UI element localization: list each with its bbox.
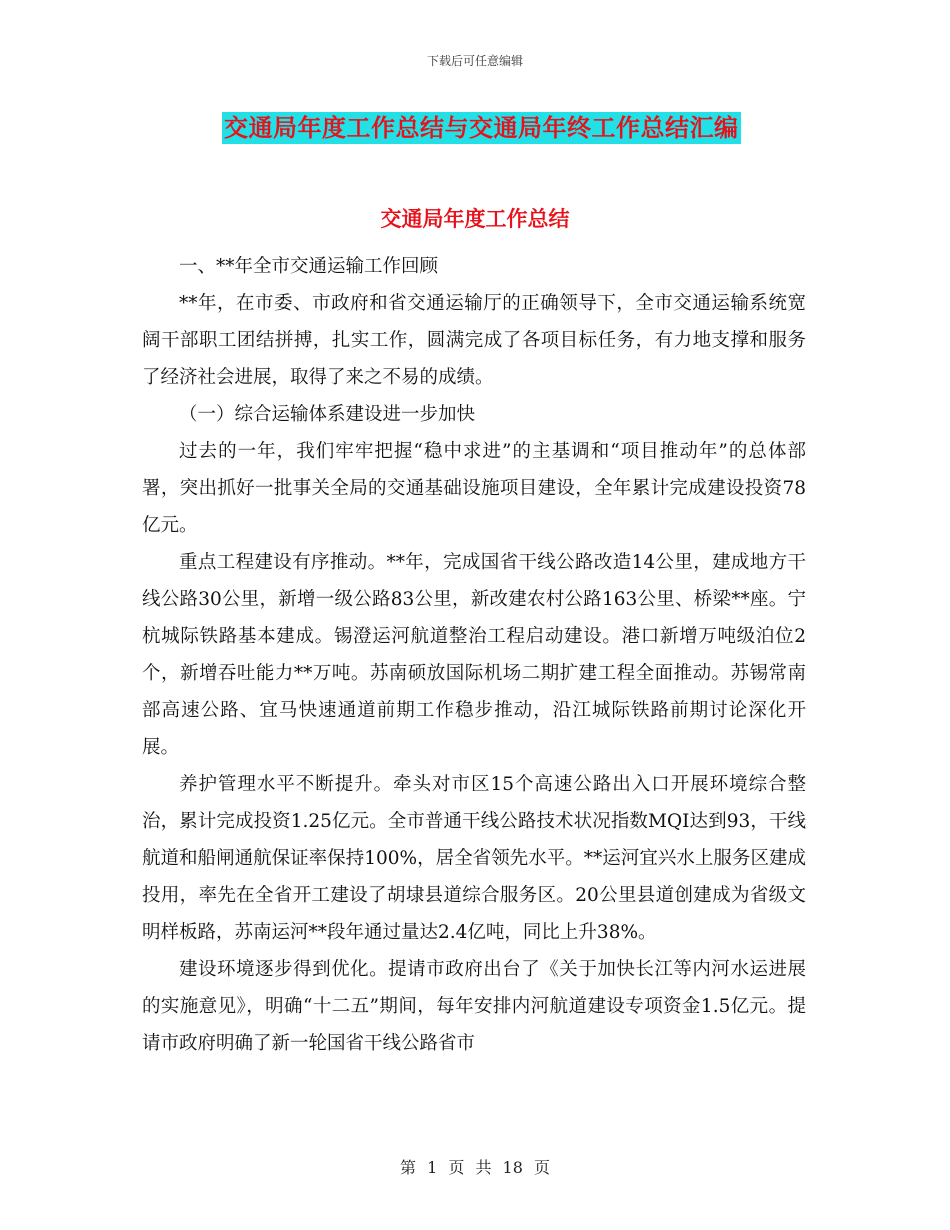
main-title: 交通局年度工作总结与交通局年终工作总结汇编 (224, 113, 739, 142)
paragraph: 重点工程建设有序推动。**年，完成国省干线公路改造14公里，建成地方干线公路30公里，新增一级公路83公里，新改建农村公路163公里、桥梁**座。宁杭城际铁路基本建成。锡澄运河航道整治工程启动建设。港口新增万吨级泊位2个，新增吞吐能力**万吨。苏南硕放国际机场二期扩建工程全面推动。苏锡常南部高速公路、宜马快速通道前期工作稳步推动，沿江城际铁路前期讨论深化开展。 (142, 552, 806, 758)
header-note: 下载后可任意编辑 (426, 54, 523, 68)
page-footer: 第 1 页 共 18 页 (400, 1158, 550, 1177)
paragraph: 过去的一年，我们牢牢把握“稳中求进”的主基调和“项目推动年”的总体部署，突出抓好一批事关全局的交通基础设施项目建设，全年累计完成建设投资78亿元。 (142, 441, 806, 536)
section-heading: 一、**年全市交通运输工作回顾 (179, 256, 439, 277)
paragraph: 建设环境逐步得到优化。提请市政府出台了《关于加快长江等内河水运进展的实施意见》，明确“十二五”期间，每年安排内河航道建设专项资金1.5亿元。提请市政府明确了新一轮国省干线公路省市 (142, 959, 806, 1054)
sub-title: 交通局年度工作总结 (380, 206, 570, 231)
paragraph: **年，在市委、市政府和省交通运输厅的正确领导下，全市交通运输系统宽阔干部职工团结拼搏，扎实工作，圆满完成了各项目标任务，有力地支撑和服务了经济社会进展，取得了来之不易的成绩。 (142, 293, 806, 388)
document-body (142, 248, 806, 1062)
subsection-heading: （一）综合运输体系建设进一步加快 (179, 404, 476, 425)
paragraph: 养护管理水平不断提升。牵头对市区15个高速公路出入口开展环境综合整治，累计完成投资1.25亿元。全市普通干线公路技术状况指数MQI达到93，干线航道和船闸通航保证率保持100%，居全省领先水平。**运河宜兴水上服务区建成投用，率先在全省开工建设了胡埭县道综合服务区。20公里县道创建成为省级文明样板路，苏南运河**段年通过量达2.4亿吨，同比上升38%。 (142, 774, 806, 943)
